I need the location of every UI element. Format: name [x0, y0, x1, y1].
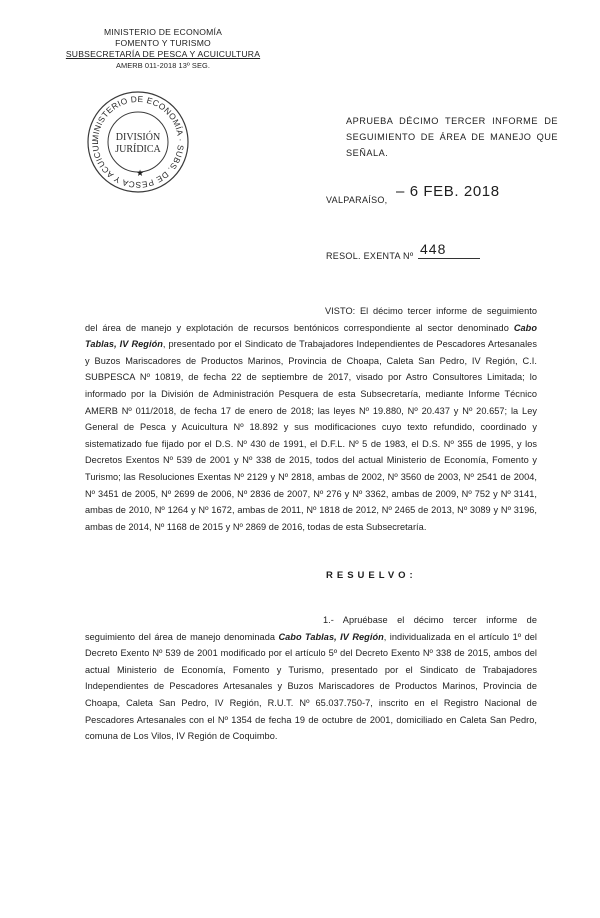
resolution-number-underline — [418, 258, 480, 259]
letterhead — [58, 27, 268, 71]
article-1-text: , individualizada en el artículo 1º del Decreto Exento Nº 539 de 2001 modificado por el artículo 5º del Decreto Exento Nº 338 de 2015, ambos del actual Ministerio de Economía, Fomento y Turismo, presentado por el Sindicato de Trabajadores Independientes de Pescadores Artesanales y Buzos Mariscadores de Productos Marinos, Provincia de Choapa, Caleta San Pedro, IV Región, R.U.T. Nº 65.037.750-7, inscrito en el Registro Nacional de Pescadores Artesanales con el Nº 1354 de fecha 19 de octubre de 2001, domiciliado en Caleta San Pedro, comuna de Los Vilos, IV Región de Coquimbo. — [85, 631, 538, 742]
stamp-center-line1: DIVISIÓN — [115, 132, 161, 143]
letterhead-ministry-sub: FOMENTO Y TURISMO — [115, 38, 211, 48]
star-icon: ★ — [136, 168, 145, 178]
resolution-number: 448 — [420, 241, 447, 257]
visto-lead: VISTO: — [325, 306, 356, 316]
article-1-lead: 1.- Apruébase el décimo tercer informe de seguimiento del área de manejo denominada — [85, 615, 537, 642]
place-label: VALPARAÍSO, — [326, 195, 388, 205]
letterhead-subsecretaria: SUBSECRETARÍA DE PESCA Y ACUICULTURA — [65, 49, 261, 59]
stamp-seal-icon — [82, 86, 194, 198]
resolution-date: – 6 FEB. 2018 — [396, 183, 500, 200]
resolution-number-label: RESOL. EXENTA Nº — [326, 251, 414, 261]
visto-text-2: , presentado por el Sindicato de Trabajadores Independientes de Pescadores Artesanales y Buzos Mariscadores de Productos Marinos, Provincia de Choapa, Caleta San Pedro, IV Región, C.I. SUBPESCA Nº 10819, de fecha 22 de septiembre de 2017, visado por Astro Consultores Limitada; lo informado por la División de Administración Pesquera de esta Subsecretaría, mediante Informe Técnico AMERB Nº 011/2018, de fecha 17 de enero de 2018; las leyes Nº 19.880, Nº 20.437 y Nº 20.657; la Ley General de Pesca y Acuicultura Nº 18.892 y sus modificaciones cuyo texto refundido, coordinado y sistematizado fue fijado por el D.S. Nº 430 de 1991, el D.F.L. Nº 5 de 1983, el D.S. Nº 355 de 1995, y los Decretos Exentos Nº 539 de 2001 y Nº 338 de 2015, todos del actual Ministerio de Economía, Fomento y Turismo; las Resoluciones Exentas Nº 2129 y Nº 2818, ambas de 2002, Nº 3560 de 2003, Nº 2541 de 2004, Nº 3451 de 2005, Nº 2699 de 2006, Nº 2836 de 2007, Nº 276 y Nº 3362, ambas de 2009, Nº 752 y Nº 3141, ambas de 2010, Nº 1264 y Nº 1672, ambas de 2011, Nº 1818 de 2012, Nº 2465 de 2013, Nº 3089 y Nº 3196, ambas de 2014, Nº 1168 de 2015 y Nº 2869 de 2016, todas de esta Subsecretaría. — [85, 339, 537, 532]
subject-line1: APRUEBA DÉCIMO TERCER INFORME DE — [346, 116, 558, 126]
visto-text-1: El décimo tercer informe de seguimiento del área de manejo y explotación de recursos bentónicos correspondiente al sector denominado — [85, 306, 537, 333]
resuelvo-heading: RESUELVO: — [326, 570, 417, 581]
resolution-subject — [346, 113, 558, 161]
stamp-ring-text: MINISTERIO DE ECONOMÍA · SUBS. DE PESCA Y ACUICUL — [89, 93, 187, 191]
stamp-center-line2: JURÍDICA — [115, 144, 161, 155]
article-1-paragraph — [85, 612, 537, 745]
letterhead-reference: AMERB 011-2018 13º SEG. — [115, 61, 210, 70]
article-1-sector-name: Cabo Tablas, IV Región — [278, 631, 384, 642]
visto-sector-name: Cabo Tablas, IV Región — [85, 322, 537, 350]
letterhead-ministry: MINISTERIO DE ECONOMÍA — [103, 27, 223, 37]
visto-paragraph — [85, 303, 537, 535]
division-juridica-stamp — [82, 86, 194, 198]
subject-line2: SEGUIMIENTO DE ÁREA DE MANEJO QUE SEÑALA. — [346, 132, 558, 158]
